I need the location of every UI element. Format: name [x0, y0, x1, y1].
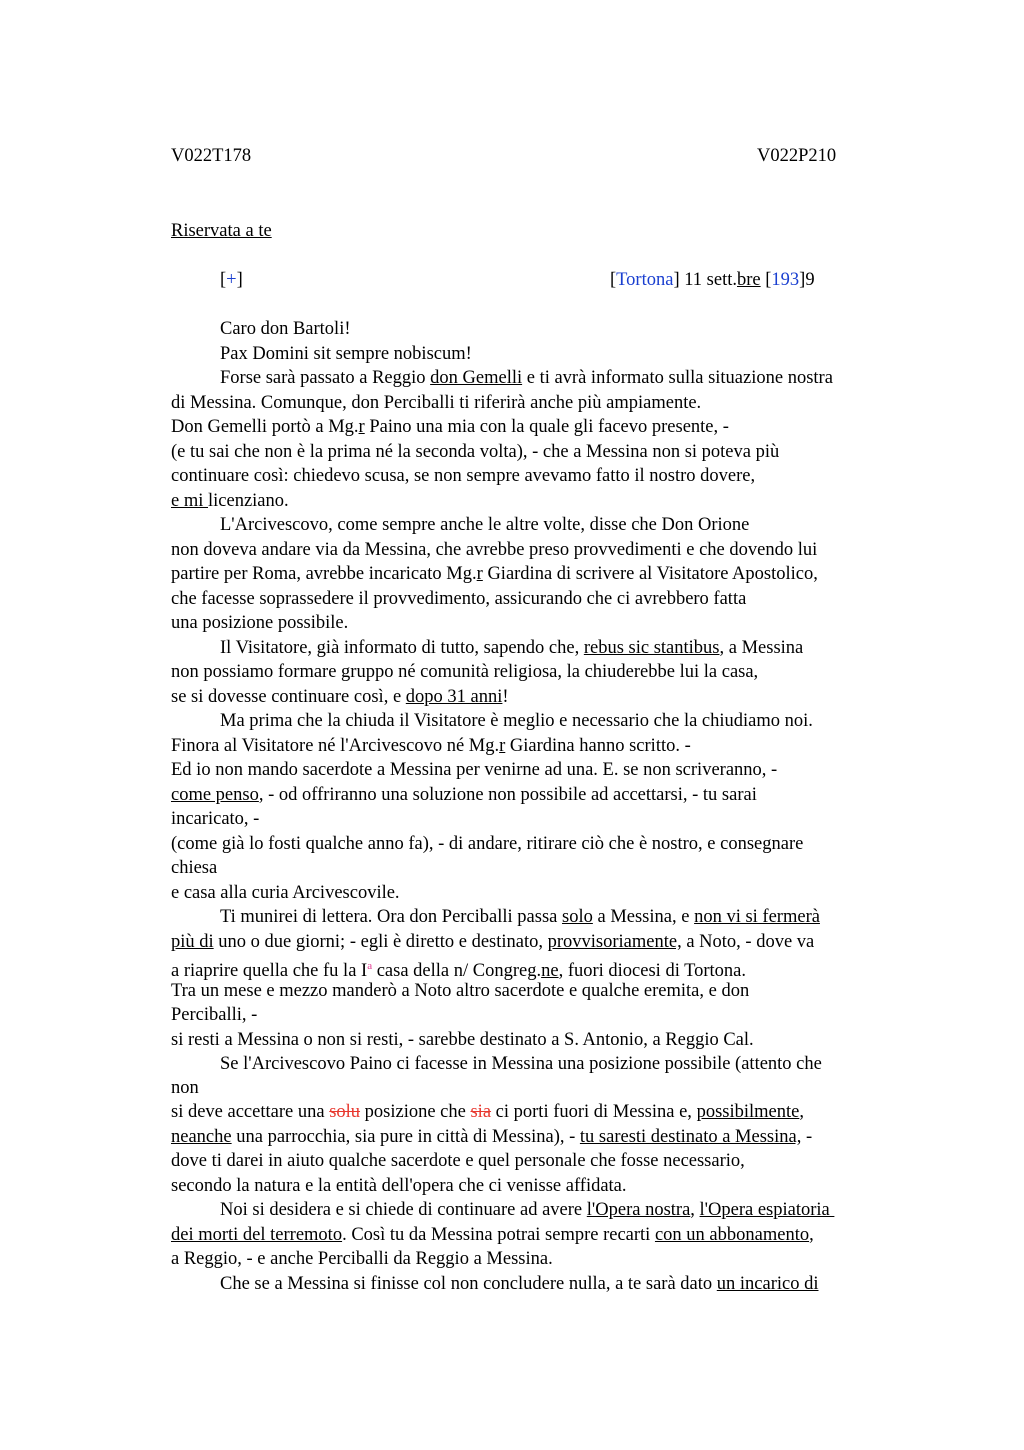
- struck-word: sia: [470, 1102, 492, 1122]
- dateline: [Tortona] 11 sett.bre [193]9: [610, 270, 815, 290]
- text-line: neanche una parrocchia, sia pure in città di Messina), - tu saresti destinato a Messina, -: [171, 1127, 813, 1147]
- text-line: non doveva andare via da Messina, che avrebbe preso provvedimenti e che dovendo lui: [171, 540, 818, 560]
- text-line: una posizione possibile.: [171, 613, 349, 633]
- text-line: dove ti darei in aiuto qualche sacerdote e quel personale che fosse necessario,: [171, 1151, 745, 1171]
- plus-sign: +: [226, 270, 237, 290]
- text-line: che facesse soprassedere il provvedimento, assicurando che ci avrebbero fatta: [171, 589, 747, 609]
- text-line: Noi si desidera e si chiede di continuare ad avere l'Opera nostra, l'Opera espiatoria: [220, 1200, 835, 1220]
- text-line: Che se a Messina si finisse col non concludere nulla, a te sarà dato un incarico di: [220, 1274, 819, 1294]
- text-line: Ti munirei di lettera. Ora don Perciballi passa solo a Messina, e non vi si fermerà: [220, 907, 820, 927]
- text-line: a Reggio, - e anche Perciballi da Reggio a Messina.: [171, 1249, 553, 1269]
- document-code-right: V022P210: [757, 146, 837, 166]
- text-line: Don Gemelli portò a Mg.r Paino una mia con la quale gli facevo presente, -: [171, 417, 729, 437]
- text-line: e mi licenziano.: [171, 491, 289, 511]
- place-name: Tortona: [616, 270, 674, 290]
- text-line: Perciballi, -: [171, 1005, 258, 1025]
- text-line: come penso, - od offriranno una soluzione non possibile ad accettarsi, - tu sarai: [171, 785, 757, 805]
- text-line: di Messina. Comunque, don Perciballi ti riferirà anche più ampiamente.: [171, 393, 702, 413]
- text-line: partire per Roma, avrebbe incaricato Mg.r Giardina di scrivere al Visitatore Apostolico,: [171, 564, 818, 584]
- text-line: L'Arcivescovo, come sempre anche le altre volte, disse che Don Orione: [220, 515, 750, 535]
- text-line: Ma prima che la chiuda il Visitatore è meglio e necessario che la chiudiamo noi.: [220, 711, 813, 731]
- text-line: se si dovesse continuare così, e dopo 31 anni!: [171, 687, 509, 707]
- greeting: Caro don Bartoli!: [220, 319, 351, 339]
- text-line: incaricato, -: [171, 809, 260, 829]
- cross-mark: [+]: [220, 270, 243, 290]
- text-line: Ed io non mando sacerdote a Messina per venirne ad una. E. se non scriveranno, -: [171, 760, 778, 780]
- text-line: Il Visitatore, già informato di tutto, sapendo che, rebus sic stantibus, a Messina: [220, 638, 804, 658]
- text-line: dei morti del terremoto. Così tu da Messina potrai sempre recarti con un abbonamento,: [171, 1225, 814, 1245]
- pax-line: Pax Domini sit sempre nobiscum!: [220, 344, 472, 364]
- text-line: non possiamo formare gruppo né comunità religiosa, la chiuderebbe lui la casa,: [171, 662, 759, 682]
- text-line: chiesa: [171, 858, 218, 878]
- text-line: (e tu sai che non è la prima né la seconda volta), - che a Messina non si poteva più: [171, 442, 780, 462]
- text-line: Se l'Arcivescovo Paino ci facesse in Messina una posizione possibile (attento che: [220, 1054, 822, 1074]
- text-line: Tra un mese e mezzo manderò a Noto altro sacerdote e qualche eremita, e don: [171, 981, 750, 1001]
- reserved-label: Riservata a te: [171, 221, 272, 241]
- superscript-a: a: [367, 960, 373, 972]
- text-line: si deve accettare una solu posizione che sia ci porti fuori di Messina e, possibilmente,: [171, 1102, 804, 1122]
- year-part: 193: [771, 270, 800, 290]
- text-line: Forse sarà passato a Reggio don Gemelli e ti avrà informato sulla situazione nostra: [220, 368, 833, 388]
- document-code-left: V022T178: [171, 146, 252, 166]
- text-line: (come già lo fosti qualche anno fa), - di andare, ritirare ciò che è nostro, e consegnare: [171, 834, 804, 854]
- text-line: secondo la natura e la entità dell'opera che ci venisse affidata.: [171, 1176, 627, 1196]
- text-line: Finora al Visitatore né l'Arcivescovo né Mg.r Giardina hanno scritto. -: [171, 736, 691, 756]
- text-line: e casa alla curia Arcivescovile.: [171, 883, 400, 903]
- struck-word: solu: [329, 1102, 361, 1122]
- text-line: più di uno o due giorni; - egli è diretto e destinato, provvisoriamente, a Noto, - dove va: [171, 932, 815, 952]
- text-line: continuare così: chiedevo scusa, se non sempre avevamo fatto il nostro dovere,: [171, 466, 756, 486]
- text-line: non: [171, 1078, 199, 1098]
- text-line: a riaprire quella che fu la $I^a$ casa della n/ Congreg.ne, fuori diocesi di Tortona.: [171, 960, 747, 982]
- text-line: si resti a Messina o non si resti, - sarebbe destinato a S. Antonio, a Reggio Cal.: [171, 1030, 754, 1050]
